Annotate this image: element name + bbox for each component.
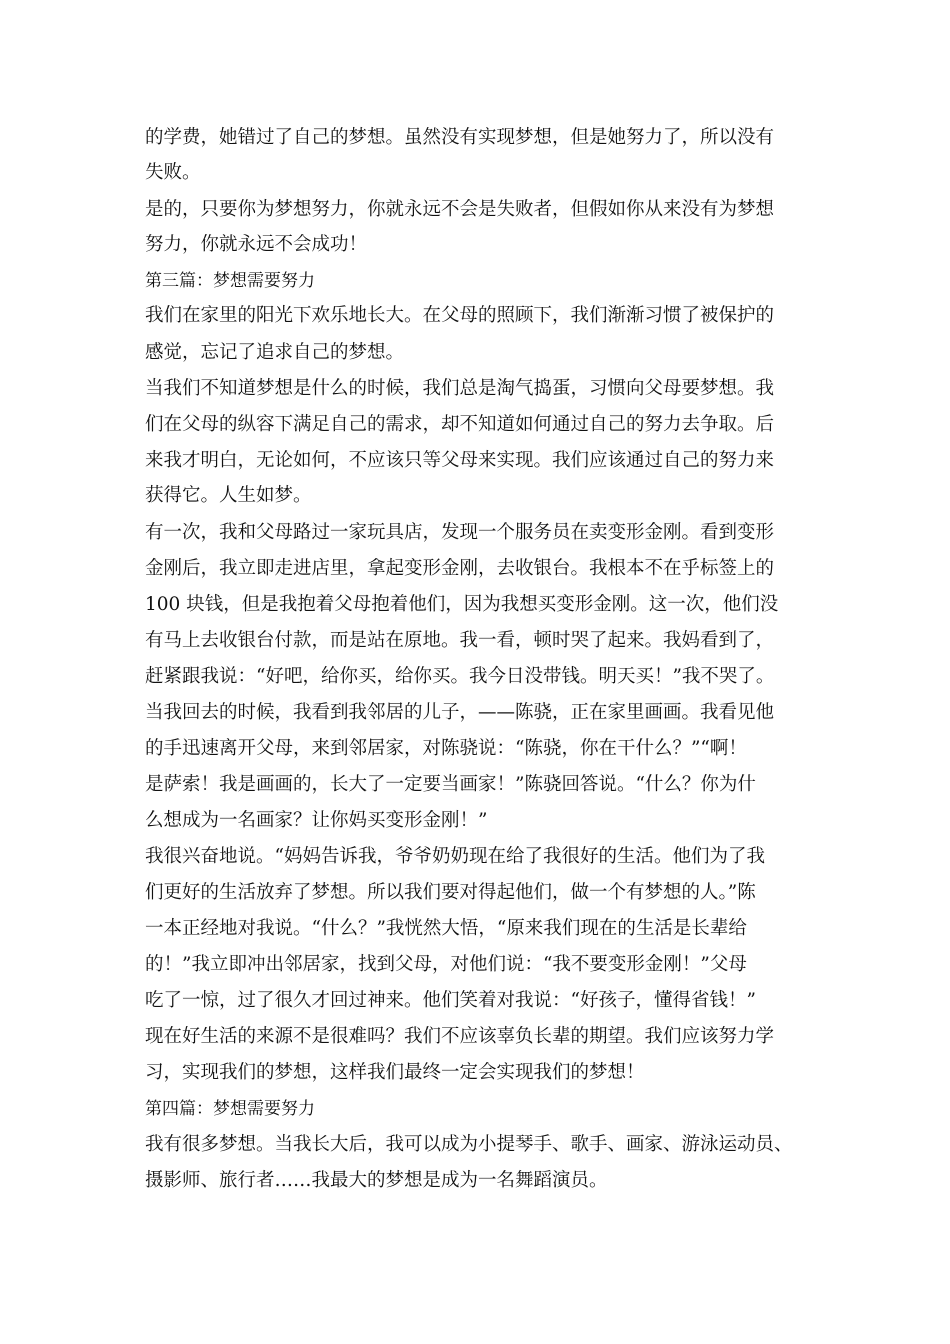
section-heading: 第三篇：梦想需要努力 bbox=[145, 271, 315, 291]
text-line: 习，实现我们的梦想，这样我们最终一定会实现我们的梦想！ bbox=[145, 1062, 645, 1083]
text-line: 努力，你就永远不会成功！ bbox=[145, 234, 368, 255]
text-line: 当我们不知道梦想是什么的时候，我们总是淘气捣蛋，习惯向父母要梦想。我 bbox=[145, 378, 775, 399]
text-line: 摄影师、旅行者……我最大的梦想是成为一名舞蹈演员。 bbox=[145, 1170, 608, 1191]
section-heading: 第四篇：梦想需要努力 bbox=[145, 1099, 315, 1119]
text-line: 有一次，我和父母路过一家玩具店，发现一个服务员在卖变形金刚。看到变形 bbox=[145, 522, 775, 543]
text-line: 失败。 bbox=[145, 162, 201, 183]
text-line: 现在好生活的来源不是很难吗？我们不应该辜负长辈的期望。我们应该努力学 bbox=[145, 1026, 775, 1047]
text-line: 吃了一惊，过了很久才回过神来。他们笑着对我说：“好孩子，懂得省钱！” bbox=[145, 990, 756, 1011]
text-line: 的手迅速离开父母，来到邻居家，对陈骁说：“陈骁，你在干什么？”“啊！ bbox=[145, 738, 747, 759]
text-line: 我们在家里的阳光下欢乐地长大。在父母的照顾下，我们渐渐习惯了被保护的 bbox=[145, 305, 775, 326]
text-line: 100 块钱，但是我抱着父母抱着他们，因为我想买变形金刚。这一次，他们没 bbox=[145, 594, 779, 615]
text-line: 金刚后，我立即走进店里，拿起变形金刚，去收银台。我根本不在乎标签上的 bbox=[145, 558, 775, 579]
text-line: 获得它。人生如梦。 bbox=[145, 485, 312, 506]
text-line: 是的，只要你为梦想努力，你就永远不会是失败者，但假如你从来没有为梦想 bbox=[145, 199, 775, 220]
text-line: 的！”我立即冲出邻居家，找到父母，对他们说：“我不要变形金刚！”父母 bbox=[145, 954, 747, 975]
text-line: 一本正经地对我说。“什么？”我恍然大悟，“原来我们现在的生活是长辈给 bbox=[145, 918, 747, 939]
text-line: 赶紧跟我说：“好吧，给你买，给你买。我今日没带钱。明天买！”我不哭了。 bbox=[145, 666, 775, 687]
text-line: 的学费，她错过了自己的梦想。虽然没有实现梦想，但是她努力了，所以没有 bbox=[145, 127, 775, 148]
text-line: 有马上去收银台付款，而是站在原地。我一看，顿时哭了起来。我妈看到了， bbox=[145, 630, 775, 651]
text-line: 是萨索！我是画画的，长大了一定要当画家！”陈骁回答说。“什么？你为什 bbox=[145, 774, 756, 795]
text-line: 我很兴奋地说。“妈妈告诉我，爷爷奶奶现在给了我很好的生活。他们为了我 bbox=[145, 846, 765, 867]
text-line: 么想成为一名画家？让你妈买变形金刚！” bbox=[145, 810, 488, 831]
text-line: 我有很多梦想。当我长大后，我可以成为小提琴手、歌手、画家、游泳运动员、 bbox=[145, 1134, 793, 1155]
text-line: 们在父母的纵容下满足自己的需求，却不知道如何通过自己的努力去争取。后 bbox=[145, 414, 775, 435]
text-line: 们更好的生活放弃了梦想。所以我们要对得起他们，做一个有梦想的人。”陈 bbox=[145, 882, 756, 903]
text-line: 感觉，忘记了追求自己的梦想。 bbox=[145, 342, 405, 363]
text-line: 当我回去的时候，我看到我邻居的儿子，——陈骁，正在家里画画。我看见他 bbox=[145, 702, 775, 723]
text-line: 来我才明白，无论如何，不应该只等父母来实现。我们应该通过自己的努力来 bbox=[145, 450, 775, 471]
